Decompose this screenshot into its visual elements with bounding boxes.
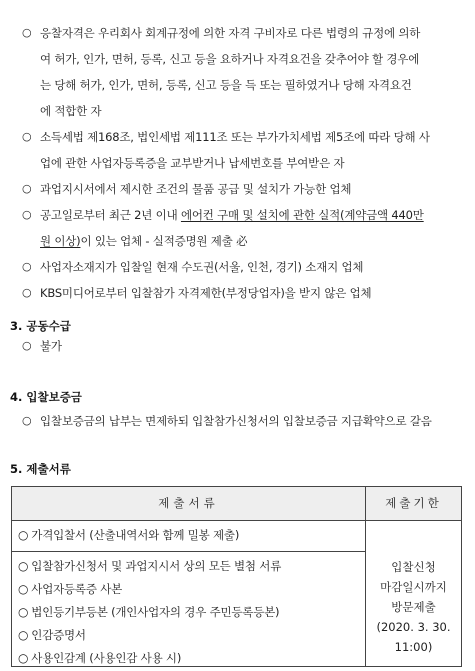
circle-bullet-icon: ○ bbox=[18, 559, 29, 573]
joint-supply-bullet bbox=[22, 333, 465, 359]
qualification-bullet-5 bbox=[22, 254, 465, 280]
bullet-line: 응찰자격은 우리회사 회계규정에 의한 자격 구비자로 다른 법령의 규정에 의하 bbox=[40, 26, 421, 40]
bullet-line: 불가 bbox=[40, 339, 62, 353]
deadline-line: 방문제출 bbox=[391, 600, 436, 614]
deadline-line: (2020. 3. 30. bbox=[376, 620, 451, 634]
document-item bbox=[18, 604, 279, 620]
bullet-line: 업에 관한 사업자등록증을 교부받거나 납세번호를 부여받은 자 bbox=[40, 156, 345, 170]
circle-bullet-icon: ○ bbox=[22, 182, 32, 195]
circle-bullet-icon: ○ bbox=[18, 605, 29, 619]
bullet-line bbox=[22, 228, 465, 254]
section-heading-joint-supply: 3. 공동수급 bbox=[10, 319, 71, 333]
deadline-column bbox=[366, 521, 461, 666]
circle-bullet-icon: ○ bbox=[22, 130, 32, 143]
document-label: 사업자등록증 사본 bbox=[31, 582, 123, 596]
header-deadline: 제출기한 bbox=[385, 496, 442, 510]
document-label: 인감증명서 bbox=[31, 628, 86, 642]
header-documents: 제출서류 bbox=[12, 487, 366, 520]
bullet-line: KBS미디어로부터 입찰참가 자격제한(부정당업자)을 받지 않은 업체 bbox=[40, 286, 372, 300]
bullet-line bbox=[22, 202, 465, 228]
document-item bbox=[18, 527, 239, 543]
bullet-text: 공고일로부터 최근 2년 이내 bbox=[40, 208, 181, 222]
bid-bond-bullet bbox=[22, 408, 465, 434]
circle-bullet-icon: ○ bbox=[22, 208, 32, 221]
circle-bullet-icon: ○ bbox=[18, 628, 29, 642]
circle-bullet-icon: ○ bbox=[18, 651, 29, 665]
circle-bullet-icon: ○ bbox=[18, 582, 29, 596]
qualification-bullet-3 bbox=[22, 176, 465, 202]
bullet-line: 입찰보증금의 납부는 면제하되 입찰참가신청서의 입찰보증금 지급확약으로 갈음 bbox=[40, 414, 432, 428]
circle-bullet-icon: ○ bbox=[22, 414, 32, 427]
qualification-bullet-2 bbox=[22, 124, 465, 176]
document-label: 사용인감계 (사용인감 사용 시) bbox=[31, 651, 182, 665]
document-label: 가격입찰서 (산출내역서와 함께 밀봉 제출) bbox=[31, 528, 240, 542]
circle-bullet-icon: ○ bbox=[22, 339, 32, 352]
section-heading-documents: 5. 제출서류 bbox=[10, 462, 71, 476]
bullet-line: 사업자소재지가 입찰일 현재 수도권(서울, 인천, 경기) 소재지 업체 bbox=[40, 260, 364, 274]
bullet-line: 는 당해 허가, 인가, 면허, 등록, 신고 등을 득 또는 필하였거나 당해 자격요건 bbox=[40, 78, 412, 92]
underlined-requirement: 원 이상) bbox=[40, 234, 81, 248]
document-label: 법인등기부등본 (개인사업자의 경우 주민등록등본) bbox=[31, 605, 280, 619]
qualification-bullet-6 bbox=[22, 280, 465, 306]
document-item bbox=[18, 650, 181, 666]
table-header-row bbox=[12, 487, 461, 521]
underlined-requirement: 에어컨 구매 및 설치에 관한 실적(계약금액 440만 bbox=[180, 208, 424, 222]
document-item bbox=[18, 627, 86, 643]
bullet-text: 이 있는 업체 - 실적증명원 제출 必 bbox=[80, 234, 248, 248]
submission-deadline bbox=[366, 557, 461, 657]
circle-bullet-icon: ○ bbox=[22, 286, 32, 299]
qualification-bullet-1 bbox=[22, 20, 465, 124]
circle-bullet-icon: ○ bbox=[22, 260, 32, 273]
document-label: 입찰참가신청서 및 과업지시서 상의 모든 별첨 서류 bbox=[31, 559, 282, 573]
document-item bbox=[18, 558, 281, 574]
deadline-line: 입찰신청 bbox=[391, 560, 436, 574]
deadline-line: 마감일시까지 bbox=[380, 580, 447, 594]
circle-bullet-icon: ○ bbox=[22, 26, 32, 39]
documents-table bbox=[11, 486, 462, 667]
documents-column bbox=[12, 521, 366, 666]
bullet-line: 여 허가, 인가, 면허, 등록, 신고 등을 요하거나 자격요건을 갖추어야 할 경우에 bbox=[40, 52, 420, 66]
bullet-line: 과업지시서에서 제시한 조건의 물품 공급 및 설치가 가능한 업체 bbox=[40, 182, 352, 196]
row-divider bbox=[12, 551, 365, 552]
document-item bbox=[18, 581, 122, 597]
section-heading-bid-bond: 4. 입찰보증금 bbox=[10, 390, 82, 404]
circle-bullet-icon: ○ bbox=[18, 528, 29, 542]
bullet-line: 소득세법 제168조, 법인세법 제111조 또는 부가가치세법 제5조에 따라 당해 사 bbox=[40, 130, 430, 144]
qualification-bullet-4 bbox=[22, 202, 465, 254]
deadline-line: 11:00) bbox=[394, 640, 433, 654]
bullet-line: 에 적합한 자 bbox=[40, 104, 102, 118]
